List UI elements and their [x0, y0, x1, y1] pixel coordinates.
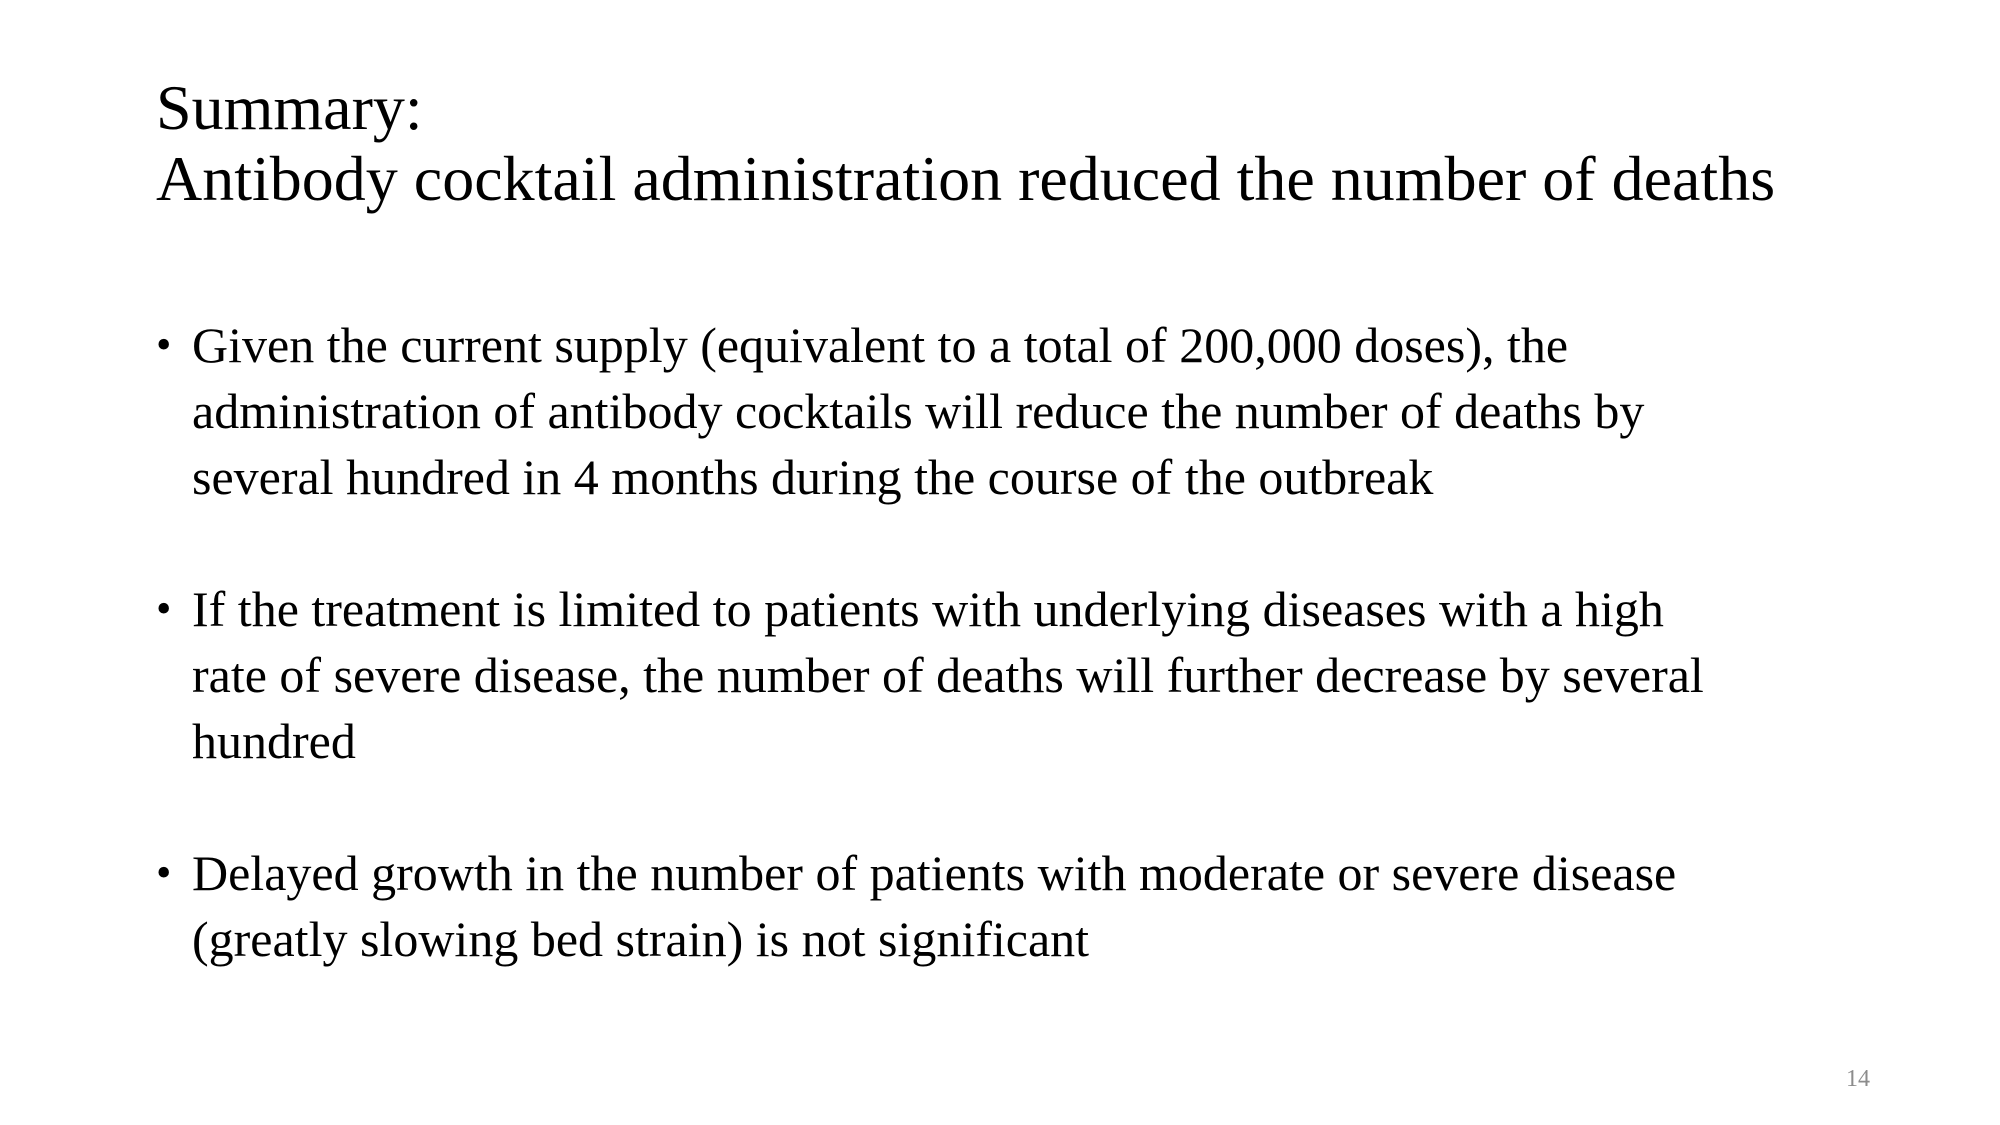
bullet-line: If the treatment is limited to patients with underlying diseases with a high — [192, 581, 1664, 637]
bullet-list — [156, 312, 1856, 1038]
bullet-dot-icon: • — [156, 320, 172, 369]
bullet-line: hundred — [192, 713, 356, 769]
slide-title — [156, 72, 1916, 214]
bullet-text — [192, 312, 1856, 510]
bullet-dot-icon: • — [156, 848, 172, 897]
bullet-item-3 — [156, 840, 1856, 972]
bullet-line: rate of severe disease, the number of deaths will further decrease by several — [192, 647, 1704, 703]
bullet-text — [192, 840, 1856, 972]
bullet-line: Given the current supply (equivalent to a total of 200,000 doses), the — [192, 317, 1569, 373]
bullet-dot-icon: • — [156, 584, 172, 633]
slide-title-line-1: Summary: — [156, 72, 423, 143]
bullet-line: (greatly slowing bed strain) is not significant — [192, 911, 1090, 967]
page-number: 14 — [1846, 1066, 1870, 1092]
bullet-text — [192, 576, 1856, 774]
bullet-line: Delayed growth in the number of patients with moderate or severe disease — [192, 845, 1677, 901]
bullet-item-2 — [156, 576, 1856, 774]
bullet-line: administration of antibody cocktails will reduce the number of deaths by — [192, 383, 1645, 439]
bullet-line: several hundred in 4 months during the course of the outbreak — [192, 449, 1434, 505]
bullet-item-1 — [156, 312, 1856, 510]
slide-title-line-2: Antibody cocktail administration reduced the number of deaths — [156, 143, 1776, 214]
